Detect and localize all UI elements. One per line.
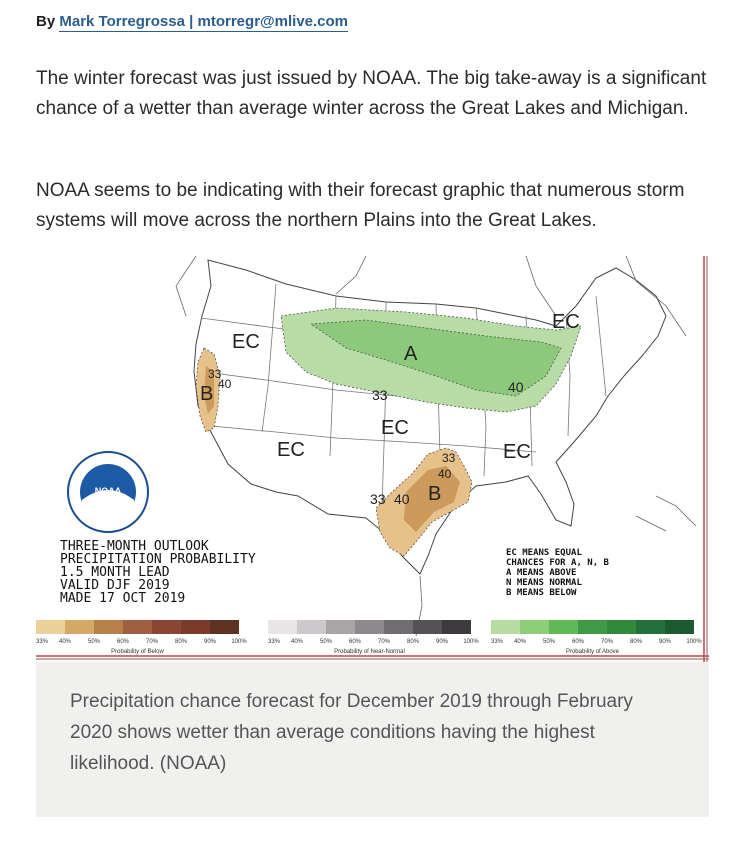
title-line-1: THREE-MONTH OUTLOOK: [60, 539, 209, 554]
legend-swatch-above-1: [520, 620, 549, 634]
article-paragraph-2: NOAA seems to be indicating with their forecast graphic that numerous storm systems will move across the northern Plains into the Great Lakes.: [36, 180, 685, 231]
legend-tick-normal-5: 80%: [406, 639, 420, 645]
label-ec-southwest: EC: [277, 439, 305, 461]
label-a-plains: A: [404, 343, 418, 365]
legend-label-below: Probability of Below: [111, 649, 164, 655]
byline-prefix: By: [36, 13, 56, 30]
forecast-map: [36, 256, 709, 662]
label-33-texas: 33: [370, 491, 386, 507]
color-legend: [36, 620, 702, 655]
legend-tick-below-5: 80%: [174, 639, 188, 645]
legend-tick-above-3: 60%: [571, 639, 585, 645]
legend-tick-above-5: 80%: [629, 639, 643, 645]
legend-label-normal: Probability of Near-Normal: [334, 649, 405, 655]
legend-label-above: Probability of Above: [565, 649, 620, 655]
label-b-california: B: [200, 383, 214, 405]
label-33-texas-top: 33: [442, 451, 456, 465]
legend-tick-below-6: 90%: [203, 639, 217, 645]
legend-tick-below-0: 33%: [36, 639, 49, 645]
legend-swatch-normal-4: [384, 620, 413, 634]
us-outline: [194, 260, 666, 574]
label-ec-northeast: EC: [552, 311, 580, 333]
article-paragraph-1: The winter forecast was just issued by NOAA. The big take-away is a significant chance of a wetter than average winter across the Great Lakes and Michigan.: [36, 68, 707, 119]
label-40-texas-top: 40: [438, 467, 452, 481]
legend-swatch-above-4: [607, 620, 636, 634]
legend-swatch-above-6: [665, 620, 694, 634]
legend-tick-normal-6: 90%: [435, 639, 449, 645]
legend-swatch-below-1: [65, 620, 94, 634]
key-line-3: A MEANS ABOVE: [506, 568, 577, 578]
legend-swatch-above-0: [491, 620, 520, 634]
legend-tick-normal-7: 100%: [463, 639, 479, 645]
legend-swatch-normal-6: [442, 620, 471, 634]
legend-swatch-below-0: [36, 620, 65, 634]
label-b-texas: B: [428, 483, 442, 505]
legend-tick-above-1: 40%: [513, 639, 527, 645]
legend-swatch-normal-2: [326, 620, 355, 634]
legend-swatch-above-3: [578, 620, 607, 634]
author-email: mtorregr@mlive.com: [197, 13, 349, 30]
legend-tick-normal-1: 40%: [290, 639, 304, 645]
label-ec-northwest: EC: [232, 331, 260, 353]
legend-tick-normal-3: 60%: [348, 639, 362, 645]
legend-tick-normal-2: 50%: [319, 639, 333, 645]
label-33-california: 33: [208, 367, 222, 381]
legend-swatch-above-2: [549, 620, 578, 634]
legend-tick-above-2: 50%: [542, 639, 556, 645]
label-33-plains: 33: [372, 387, 388, 403]
outlook-title-block: [60, 539, 256, 606]
title-line-3: 1.5 MONTH LEAD: [60, 565, 170, 580]
legend-swatch-below-4: [152, 620, 181, 634]
forecast-map-figure[interactable]: [36, 256, 709, 662]
legend-tick-above-6: 90%: [658, 639, 672, 645]
key-line-1: EC MEANS EQUAL: [506, 548, 582, 558]
legend-swatch-below-5: [181, 620, 210, 634]
legend-tick-normal-4: 70%: [377, 639, 391, 645]
figure-caption: Precipitation chance forecast for December 2019 through February 2020 shows wetter than average conditions having the highest likelihood. (NOAA): [70, 691, 633, 774]
label-ec-southeast: EC: [503, 441, 531, 463]
author-name: Mark Torregrossa: [59, 13, 185, 30]
legend-swatch-normal-3: [355, 620, 384, 634]
legend-tick-below-4: 70%: [145, 639, 159, 645]
author-link[interactable]: [59, 13, 348, 32]
legend-tick-below-3: 60%: [116, 639, 130, 645]
legend-swatch-below-3: [123, 620, 152, 634]
label-40-texas: 40: [394, 491, 410, 507]
legend-key-block: [506, 548, 610, 598]
label-40-california: 40: [218, 377, 232, 391]
byline-separator: |: [189, 13, 194, 30]
legend-swatch-normal-0: [268, 620, 297, 634]
legend-swatch-below-2: [94, 620, 123, 634]
title-line-2: PRECIPITATION PROBABILITY: [60, 552, 256, 567]
key-line-5: B MEANS BELOW: [506, 588, 577, 598]
caption-box: [36, 662, 709, 817]
legend-swatch-above-5: [636, 620, 665, 634]
key-line-4: N MEANS NORMAL: [506, 578, 582, 588]
title-line-4: VALID DJF 2019: [60, 578, 170, 593]
legend-tick-below-2: 50%: [87, 639, 101, 645]
legend-swatch-normal-5: [413, 620, 442, 634]
legend-swatch-below-6: [210, 620, 239, 634]
legend-tick-below-7: 100%: [231, 639, 247, 645]
byline: [36, 13, 348, 30]
key-line-2: CHANCES FOR A, N, B: [506, 558, 609, 568]
legend-tick-above-0: 33%: [491, 639, 504, 645]
noaa-logo: [68, 452, 148, 532]
label-40-lakes: 40: [508, 379, 524, 395]
legend-swatch-normal-1: [297, 620, 326, 634]
legend-tick-below-1: 40%: [58, 639, 72, 645]
title-line-5: MADE 17 OCT 2019: [60, 591, 186, 606]
legend-tick-above-4: 70%: [600, 639, 614, 645]
legend-tick-above-7: 100%: [686, 639, 702, 645]
noaa-logo-text: NOAA: [94, 486, 122, 496]
label-ec-central: EC: [381, 417, 409, 439]
legend-tick-normal-0: 33%: [268, 639, 281, 645]
